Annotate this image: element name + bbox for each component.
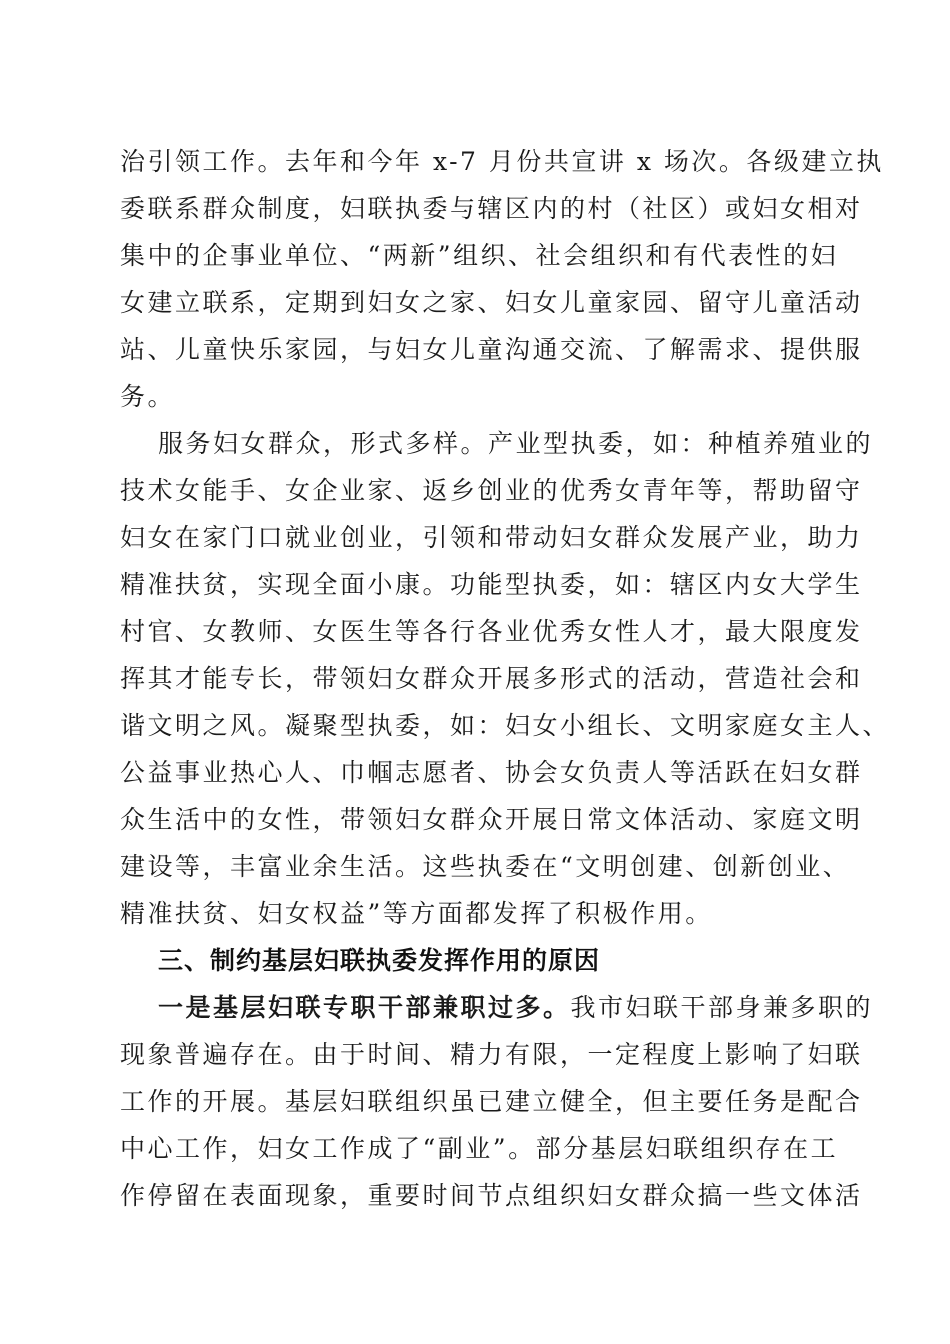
paragraph-1-line-3: 集中的企事业单位、“两新”组织、社会组织和有代表性的妇 <box>120 241 839 270</box>
paragraph-3-line-5: 作停留在表面现象，重要时间节点组织妇女群众搞一些文体活 <box>120 1181 863 1210</box>
paragraph-2-line-10: 建设等，丰富业余生活。这些执委在“文明创建、创新创业、 <box>120 852 851 881</box>
paragraph-1-line-5: 站、儿童快乐家园，与妇女儿童沟通交流、了解需求、提供服 <box>120 335 863 364</box>
paragraph-2-line-1: 服务妇女群众，形式多样。产业型执委，如：种植养殖业的 <box>158 429 874 458</box>
paragraph-3-lead: 一是基层妇联专职干部兼职过多。 <box>158 993 571 1022</box>
paragraph-2-line-6: 挥其才能专长，带领妇女群众开展多形式的活动，营造社会和 <box>120 664 863 693</box>
paragraph-3-line-3: 工作的开展。基层妇联组织虽已建立健全，但主要任务是配合 <box>120 1087 863 1116</box>
section-heading: 三、制约基层妇联执委发挥作用的原因 <box>158 946 601 975</box>
paragraph-2-line-8: 公益事业热心人、巾帼志愿者、协会女负责人等活跃在妇女群 <box>120 758 863 787</box>
paragraph-2-line-3: 妇女在家门口就业创业，引领和带动妇女群众发展产业，助力 <box>120 523 863 552</box>
paragraph-3-line-1 <box>158 985 874 1031</box>
paragraph-3-line-4: 中心工作，妇女工作成了“副业”。部分基层妇联组织存在工 <box>120 1134 839 1163</box>
paragraph-2-line-4: 精准扶贫，实现全面小康。功能型执委，如：辖区内女大学生 <box>120 570 863 599</box>
paragraph-1-line-1: 治引领工作。去年和今年 x-7 月份共宣讲 x 场次。各级建立执 <box>120 147 884 176</box>
paragraph-3-line-2: 现象普遍存在。由于时间、精力有限，一定程度上影响了妇联 <box>120 1040 863 1069</box>
paragraph-2-line-7: 谐文明之风。凝聚型执委，如：妇女小组长、文明家庭女主人、 <box>120 711 891 740</box>
paragraph-3-first-line-rest: 我市妇联干部身兼多职的 <box>570 993 874 1022</box>
paragraph-2-line-5: 村官、女教师、女医生等各行各业优秀女性人才，最大限度发 <box>120 617 863 646</box>
paragraph-1-line-2: 委联系群众制度，妇联执委与辖区内的村（社区）或妇女相对 <box>120 194 863 223</box>
paragraph-2-line-11: 精准扶贫、妇女权益”等方面都发挥了积极作用。 <box>120 899 713 928</box>
paragraph-2-line-2: 技术女能手、女企业家、返乡创业的优秀女青年等，帮助留守 <box>120 476 863 505</box>
paragraph-2-line-9: 众生活中的女性，带领妇女群众开展日常文体活动、家庭文明 <box>120 805 863 834</box>
paragraph-1-line-4: 女建立联系，定期到妇女之家、妇女儿童家园、留守儿童活动 <box>120 288 863 317</box>
paragraph-1-line-6: 务。 <box>120 382 176 411</box>
